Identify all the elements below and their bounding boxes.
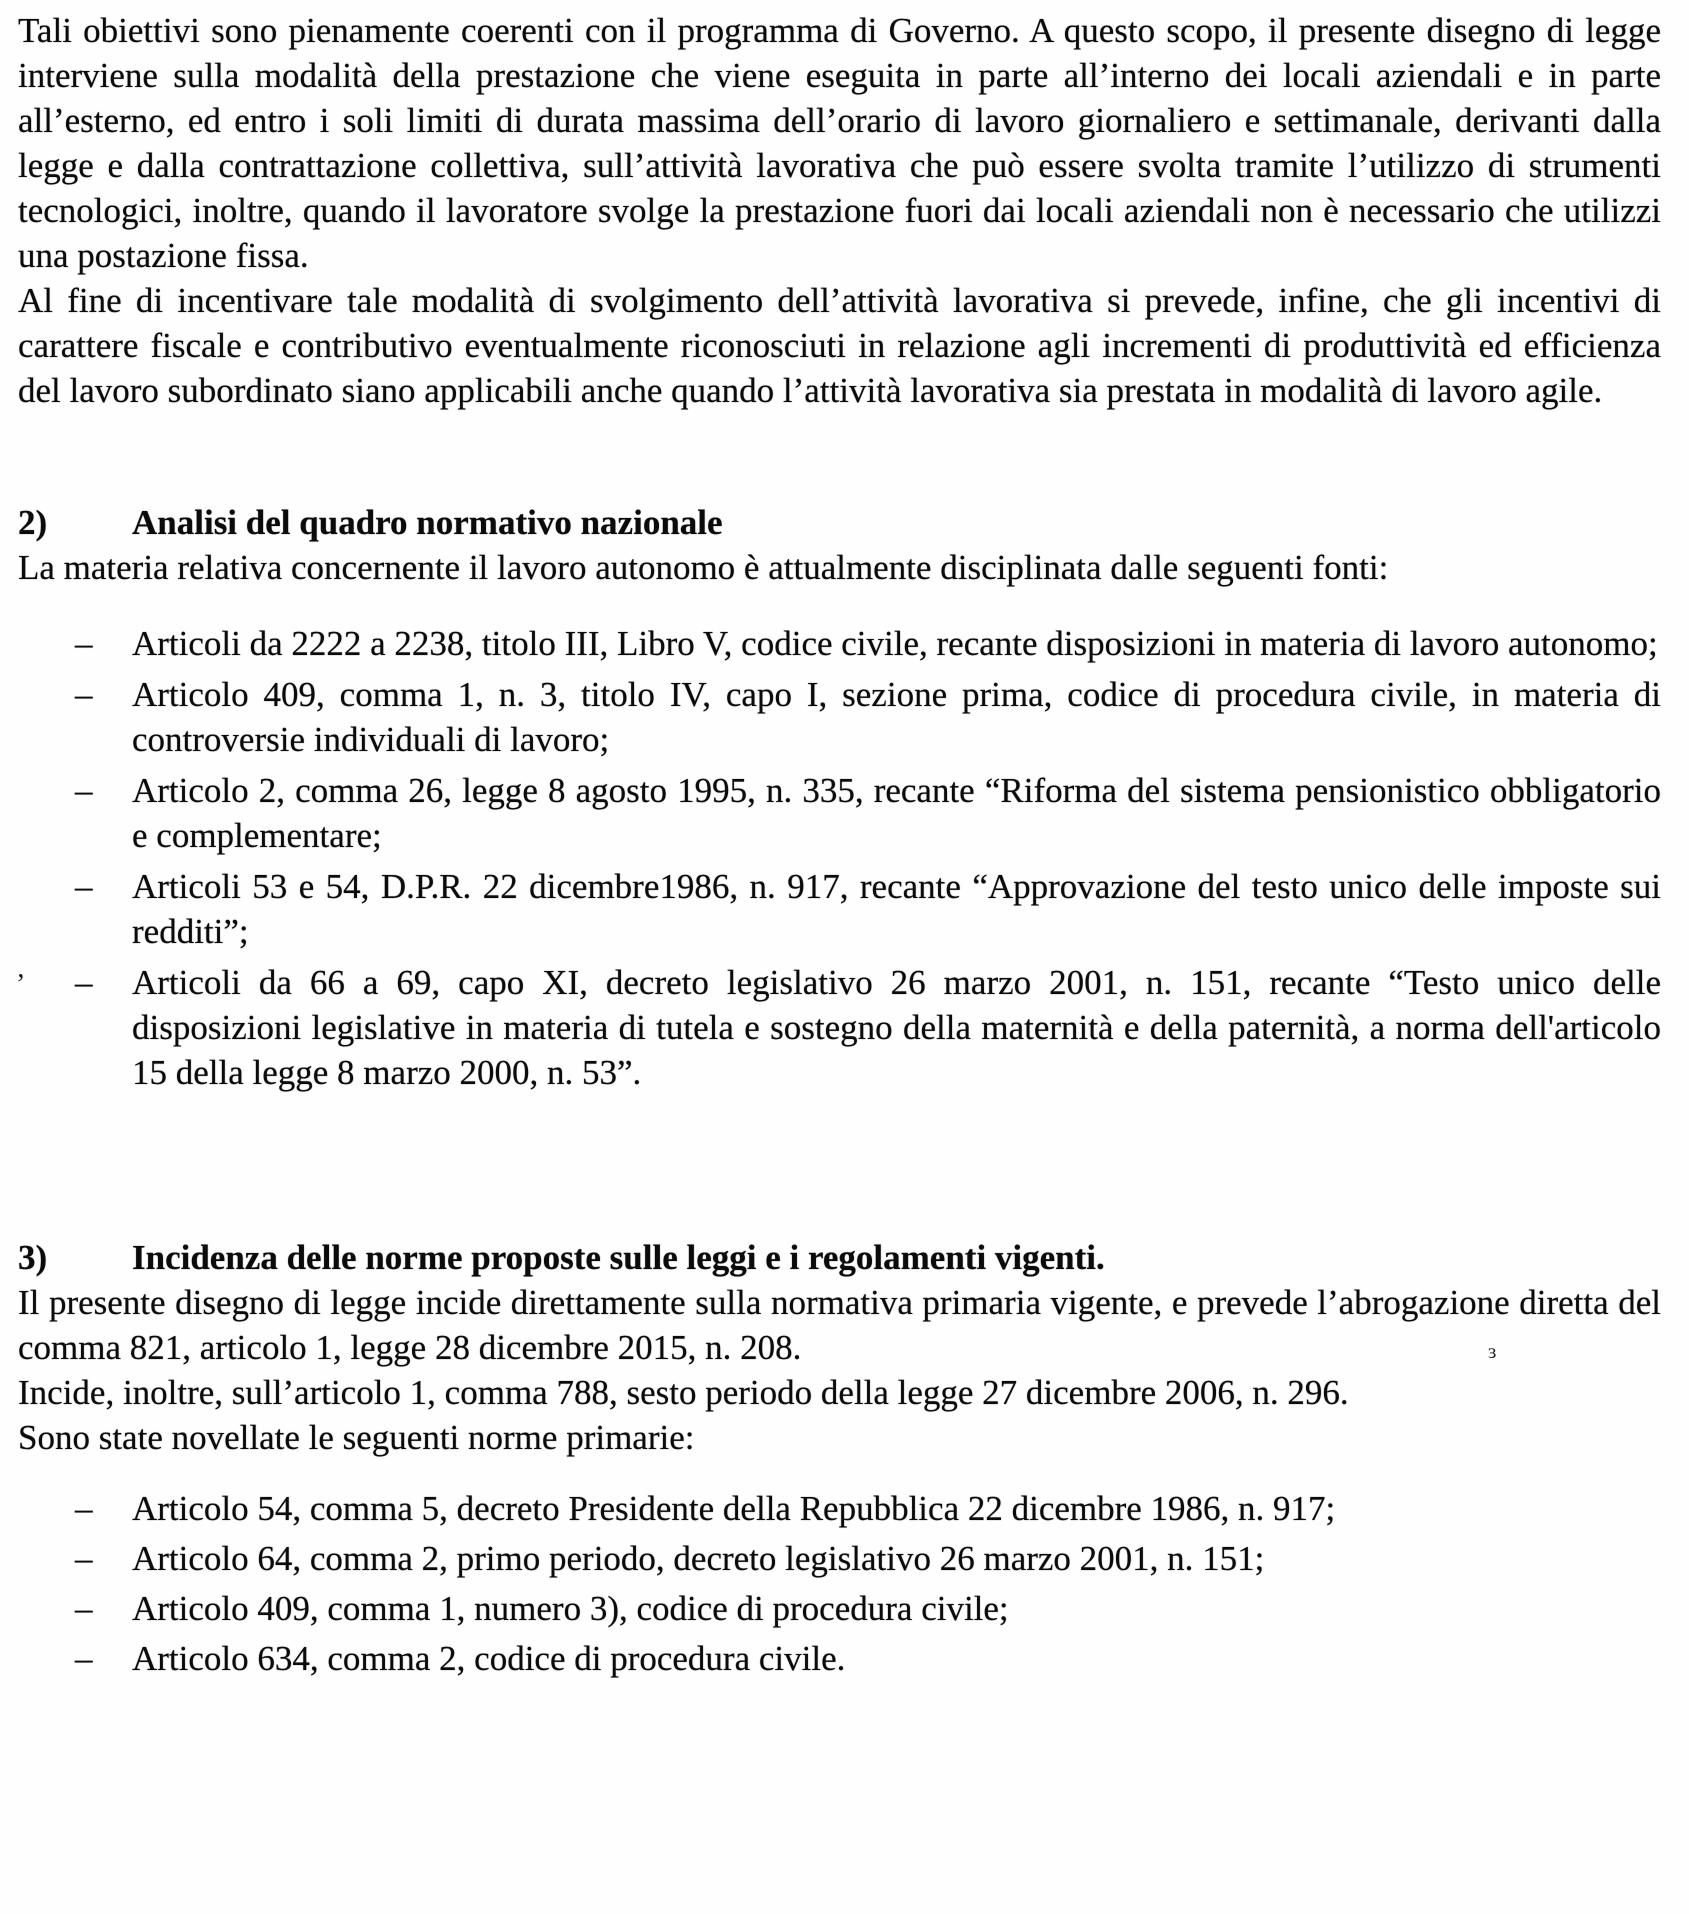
- dash-bullet: –: [75, 675, 93, 714]
- section-2-lead-paragraph: La materia relativa concernente il lavoro autonomo è attualmente disciplinata dalle seguenti fonti:: [18, 548, 1389, 587]
- list-item: [18, 768, 1661, 858]
- paragraph-intro-2: Al fine di incentivare tale modalità di svolgimento dell’attività lavorativa si prevede, infine, che gli incentivi di carattere fiscale e contributivo eventualmente riconosciuti in relazione agli incrementi di produttività ed efficienza del lavoro subordinato siano applicabili anche quando l’attività lavorativa sia prestata in modalità di lavoro agile.: [18, 281, 1661, 410]
- section-2-number: 2): [18, 503, 48, 542]
- scan-artifact: ’: [16, 969, 26, 1000]
- section-3-number: 3): [18, 1238, 48, 1277]
- dash-bullet: –: [75, 1589, 93, 1628]
- dash-bullet: –: [75, 1539, 93, 1578]
- dash-bullet: –: [75, 867, 93, 906]
- dash-bullet: –: [75, 1639, 93, 1678]
- paragraph-intro-1: Tali obiettivi sono pienamente coerenti con il programma di Governo. A questo scopo, il presente disegno di legge interviene sulla modalità della prestazione che viene eseguita in parte all’interno dei locali aziendali e in parte all’esterno, ed entro i soli limiti di durata massima dell’orario di lavoro giornaliero e settimanale, derivanti dalla legge e dalla contrattazione collettiva, sull’attività lavorativa che può essere svolta tramite l’utilizzo di strumenti tecnologici, inoltre, quando il lavoratore svolge la prestazione fuori dai locali aziendali non è necessario che utilizzi una postazione fissa.: [18, 11, 1661, 275]
- list-item: [18, 621, 1661, 666]
- list-item-text: Articoli da 2222 a 2238, titolo III, Libro V, codice civile, recante disposizioni in materia di lavoro autonomo;: [132, 624, 1658, 663]
- list-item: [18, 1486, 1661, 1531]
- list-item: [18, 960, 1661, 1095]
- list-item-text: Articolo 409, comma 1, n. 3, titolo IV, capo I, sezione prima, codice di procedura civile, in materia di controversie individuali di lavoro;: [132, 675, 1661, 759]
- section-3-heading: [18, 1235, 1661, 1280]
- list-item: [18, 1536, 1661, 1581]
- list-item-text: Articoli da 66 a 69, capo XI, decreto legislativo 26 marzo 2001, n. 151, recante “Testo unico delle disposizioni legislative in materia di tutela e sostegno della maternità e della paternità, a norma dell'articolo 15 della legge 8 marzo 2000, n. 53”.: [132, 963, 1661, 1092]
- scan-artifact: ɜ: [1488, 1341, 1497, 1363]
- dash-bullet: –: [75, 963, 93, 1002]
- section-2-title: Analisi del quadro normativo nazionale: [132, 503, 723, 542]
- list-item: [18, 864, 1661, 954]
- section-2-source-list: [18, 621, 1661, 1095]
- list-item: [18, 672, 1661, 762]
- section-3-title: Incidenza delle norme proposte sulle leggi e i regolamenti vigenti.: [132, 1238, 1105, 1277]
- list-item: [18, 1586, 1661, 1631]
- list-item-text: Articoli 53 e 54, D.P.R. 22 dicembre1986, n. 917, recante “Approvazione del testo unico delle imposte sui redditi”;: [132, 867, 1661, 951]
- dash-bullet: –: [75, 1489, 93, 1528]
- section-3-paragraph-3: Sono state novellate le seguenti norme primarie:: [18, 1418, 695, 1457]
- dash-bullet: –: [75, 771, 93, 810]
- list-item-text: Articolo 2, comma 26, legge 8 agosto 1995, n. 335, recante “Riforma del sistema pensionistico obbligatorio e complementare;: [132, 771, 1661, 855]
- list-item-text: Articolo 54, comma 5, decreto Presidente della Repubblica 22 dicembre 1986, n. 917;: [132, 1489, 1336, 1528]
- section-2-heading: [18, 500, 1661, 545]
- list-item-text: Articolo 409, comma 1, numero 3), codice di procedura civile;: [132, 1589, 1009, 1628]
- section-3-paragraph-1: Il presente disegno di legge incide direttamente sulla normativa primaria vigente, e prevede l’abrogazione diretta del comma 821, articolo 1, legge 28 dicembre 2015, n. 208.: [18, 1283, 1661, 1367]
- section-3-paragraph-2: Incide, inoltre, sull’articolo 1, comma 788, sesto periodo della legge 27 dicembre 2006, n. 296.: [18, 1373, 1349, 1412]
- list-item-text: Articolo 634, comma 2, codice di procedura civile.: [132, 1639, 846, 1678]
- list-item: [18, 1636, 1661, 1681]
- section-3-amended-norms-list: [18, 1486, 1661, 1681]
- dash-bullet: –: [75, 624, 93, 663]
- list-item-text: Articolo 64, comma 2, primo periodo, decreto legislativo 26 marzo 2001, n. 151;: [132, 1539, 1265, 1578]
